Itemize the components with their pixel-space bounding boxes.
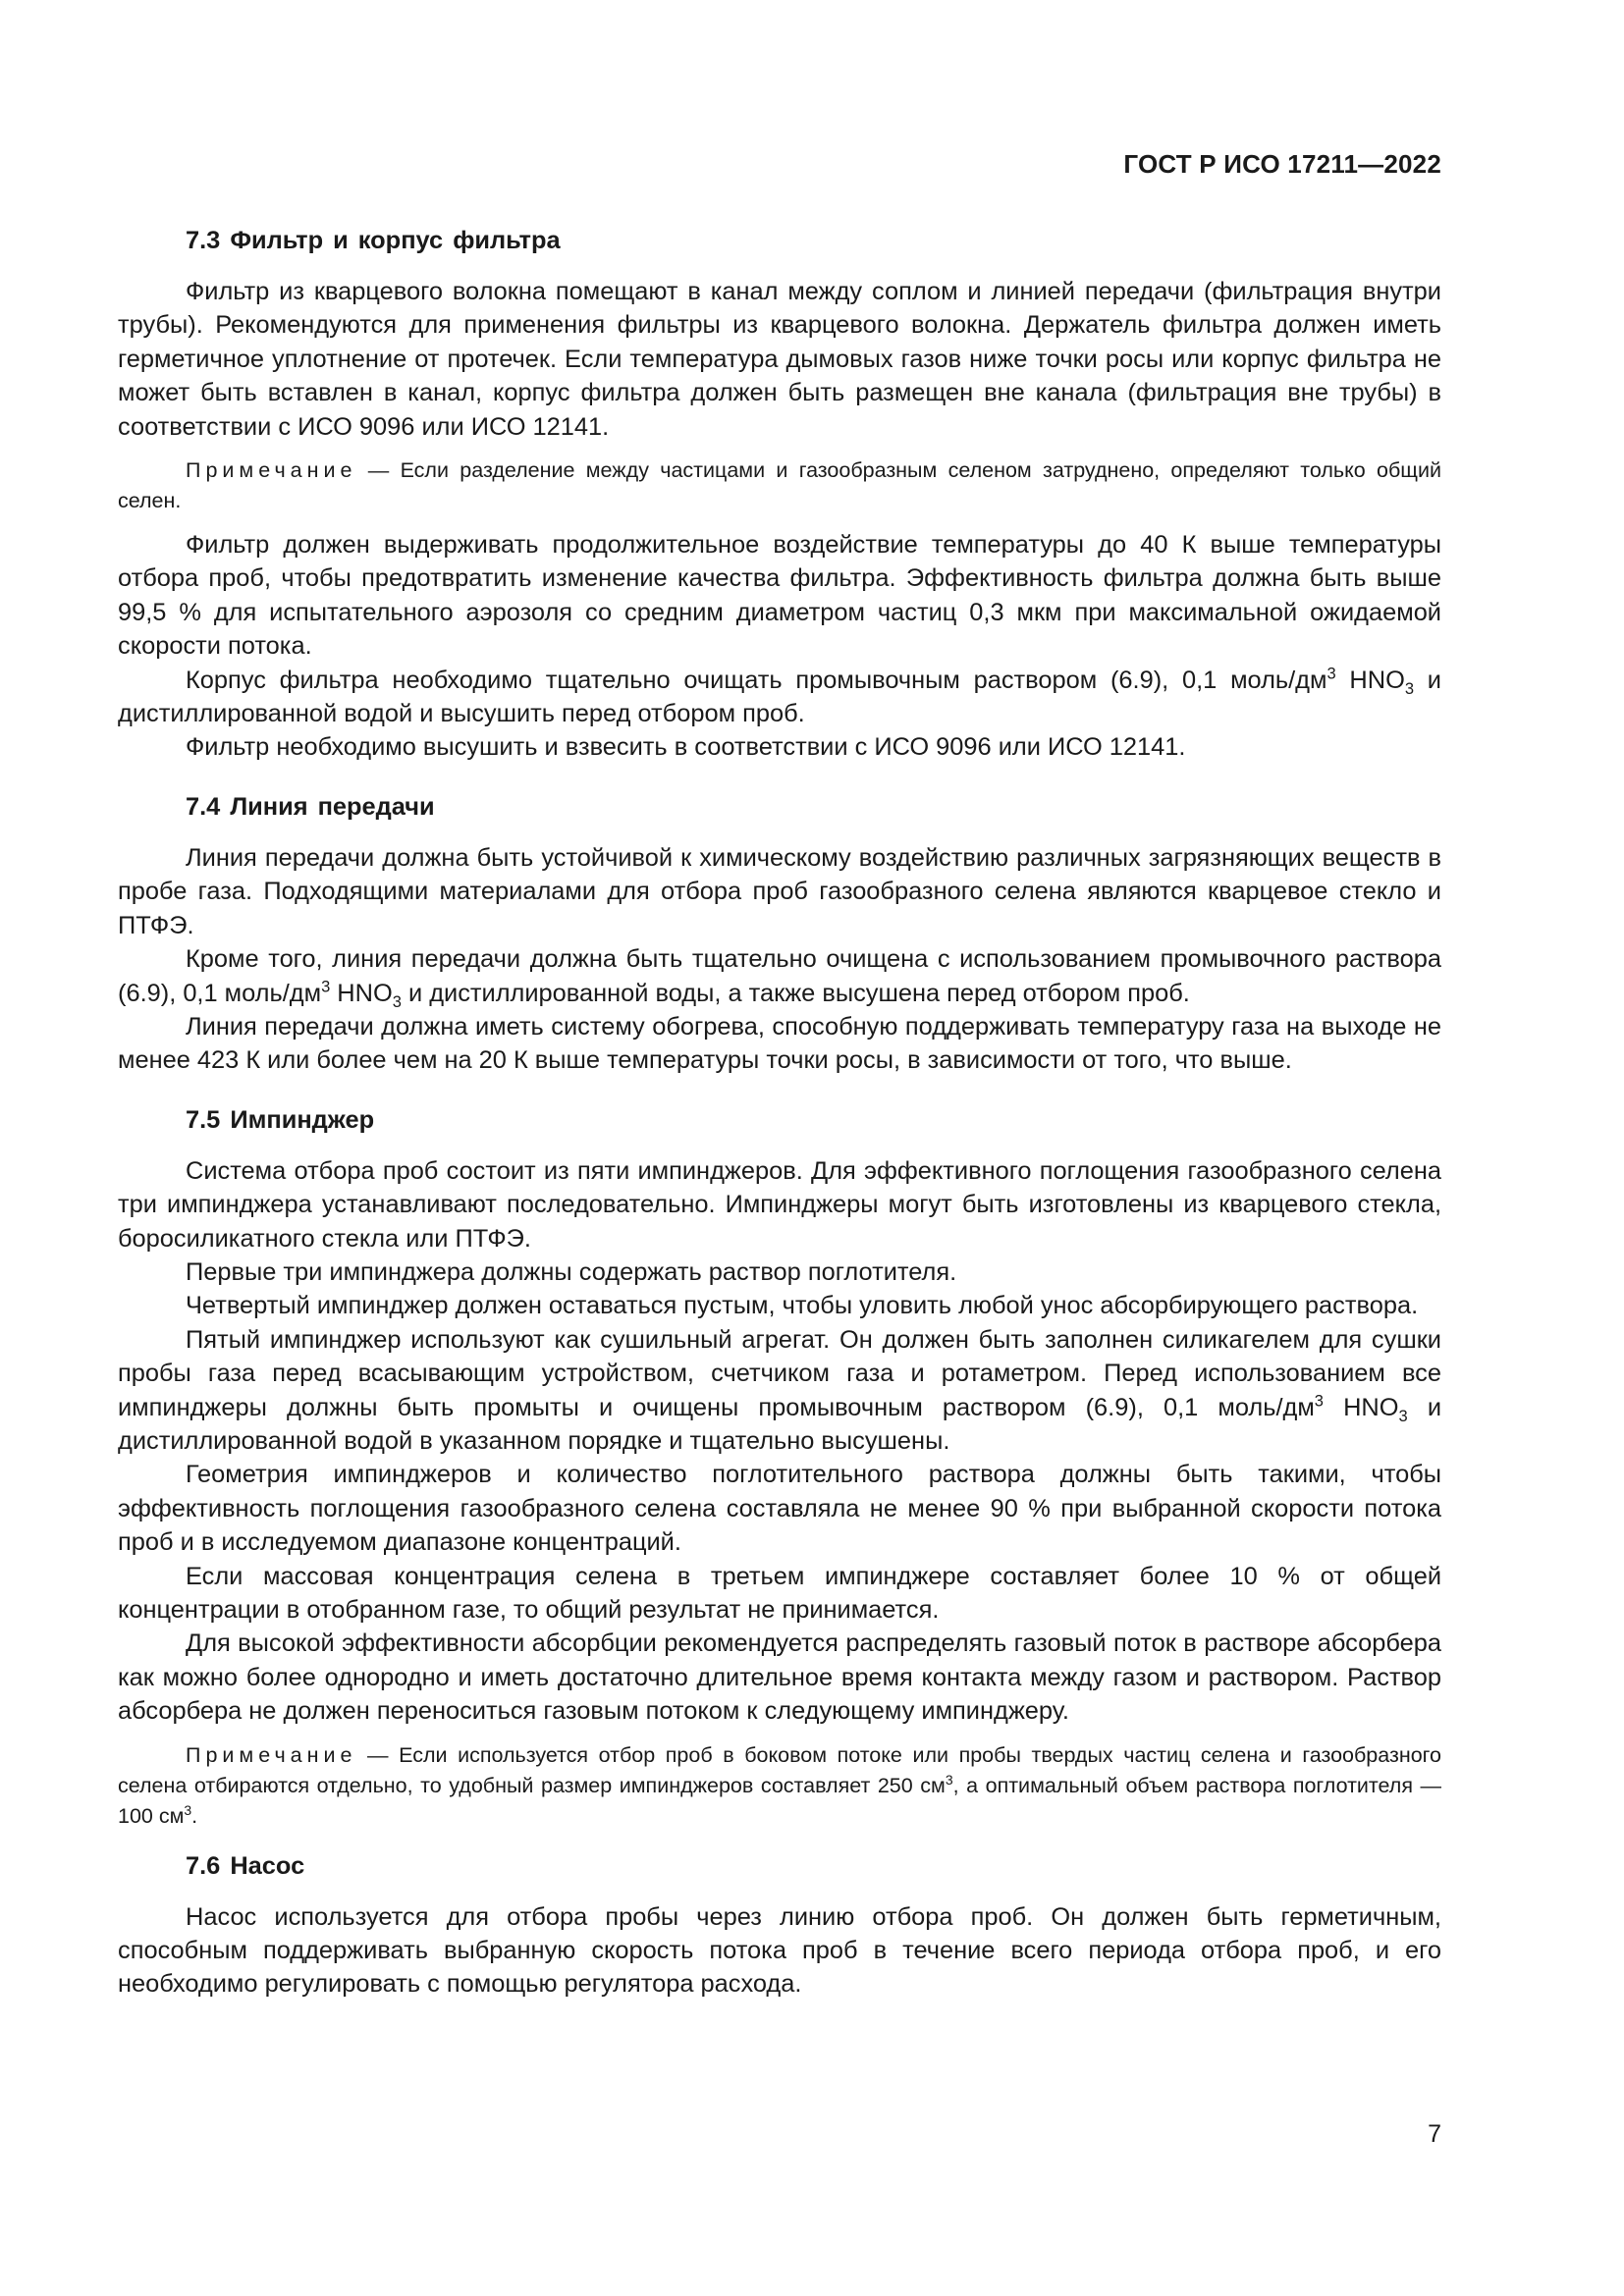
paragraph: Линия передачи должна иметь систему обогрева, способную поддерживать температуру газа на выходе не менее 423 К или более чем на 20 К выше температуры точки росы, в зависимости от того, что выше. [118, 1012, 1441, 1075]
superscript: 3 [321, 978, 331, 996]
superscript: 3 [1314, 1392, 1324, 1411]
paragraph: Система отбора проб состоит из пяти импинджеров. Для эффективного поглощения газообразного селена три импинджера устанавливают последовательно. Импинджеры могут быть изготовлены из кварцевого стекла, боросиликатного стекла или ПТФЭ. [118, 1156, 1441, 1253]
note-text: — Если разделение между частицами и газообразным селеном затруднено, определяют только общий селен. [118, 458, 1441, 513]
text-run: и дистиллированной воды, а также высушена перед отбором проб. [401, 979, 1190, 1007]
note-text: . [191, 1803, 198, 1828]
paragraph: Для высокой эффективности абсорбции рекомендуется распределять газовый поток в растворе абсорбера как можно более однородно и иметь достаточно длительное время контакта между газом и раствором. Раствор абсорбера не должен переноситься газовым потоком к следующему импинджеру. [118, 1629, 1441, 1726]
text-run: Пятый импинджер используют как сушильный агрегат. Он должен быть заполнен силикагелем для сушки пробы газа перед всасывающим устройством, счетчиком газа и ротаметром. Перед использованием все импинджеры должны быть промыты и очищены промывочным раствором (6.9), 0,1 моль/дм [118, 1325, 1441, 1421]
paragraph: Геометрия импинджеров и количество поглотительного раствора должны быть такими, чтобы эффективность поглощения газообразного селена составляла не менее 90 % при выбранной скорости потока проб и в исследуемом диапазоне концентраций. [118, 1461, 1441, 1557]
subscript: 3 [1398, 1407, 1408, 1425]
text-run: HNO [330, 979, 393, 1007]
note-text: , а оптимальный объем раствора поглотителя — 100 см [118, 1773, 1442, 1828]
paragraph: Фильтр необходимо высушить и взвесить в соответствии с ИСО 9096 или ИСО 12141. [186, 733, 1186, 762]
paragraph [118, 942, 1441, 1010]
section-heading-7-5: 7.5 Импинджер [186, 1105, 375, 1134]
paragraph: Фильтр должен выдерживать продолжительное воздействие температуры до 40 К выше температуры отбора проб, чтобы предотвратить изменение качества фильтра. Эффективность фильтра должна быть выше 99,5 % для испытательного аэрозоля со средним диаметром частиц 0,3 мкм при максимальной ожидаемой скорости потока. [118, 531, 1441, 661]
paragraph: Линия передачи должна быть устойчивой к химическому воздействию различных загрязняющих веществ в пробе газа. Подходящими материалами для отбора проб газообразного селена являются кварцевое стекло и ПТФЭ. [118, 843, 1441, 939]
section-heading-7-6: 7.6 Насос [186, 1851, 305, 1880]
paragraph: Первые три импинджера должны содержать раствор поглотителя. [186, 1257, 957, 1286]
paragraph: Насос используется для отбора пробы через линию отбора проб. Он должен быть герметичным, способным поддерживать выбранную скорость потока проб в течение всего периода отбора проб, и его необходимо регулировать с помощью регулятора расхода. [118, 1902, 1441, 1999]
text-run: Кроме того, линия передачи должна быть тщательно очищена с использованием промывочного раствора (6.9), 0,1 моль/дм [118, 945, 1441, 1007]
document-body [118, 224, 1441, 2002]
superscript: 3 [945, 1771, 953, 1788]
note-text: — Если используется отбор проб в боковом потоке или пробы твердых частиц селена и газообразного селена отбираются отдельно, то удобный размер импинджеров составляет 250 см [118, 1742, 1441, 1797]
section-heading-7-3: 7.3 Фильтр и корпус фильтра [186, 227, 561, 254]
superscript: 3 [1326, 665, 1336, 683]
text-run: и дистиллированной водой и высушить перед отбором проб. [118, 666, 1441, 728]
paragraph [118, 1323, 1441, 1459]
text-run: HNO [1323, 1393, 1399, 1421]
paragraph [118, 664, 1441, 731]
text-run: Корпус фильтра необходимо тщательно очищать промывочным раствором (6.9), 0,1 моль/дм [186, 666, 1327, 694]
subscript: 3 [392, 992, 402, 1011]
note [118, 1740, 1441, 1832]
text-run: HNO [1335, 666, 1405, 694]
subscript: 3 [1404, 679, 1415, 698]
superscript: 3 [184, 1801, 192, 1818]
paragraph: Фильтр из кварцевого волокна помещают в канал между соплом и линией передачи (фильтрация внутри трубы). Рекомендуются для применения фильтры из кварцевого волокна. Держатель фильтра должен иметь герметичное уплотнение от протечек. Если температура дымовых газов ниже точки росы или корпус фильтра не может быть вставлен в канал, корпус фильтра должен быть размещен вне канала (фильтрация вне трубы) в соответствии с ИСО 9096 или ИСО 12141. [118, 278, 1441, 441]
note [118, 455, 1441, 516]
note-label: Примечание [186, 1742, 357, 1767]
section-heading-7-4: 7.4 Линия передачи [186, 792, 435, 821]
text-run: и дистиллированной водой в указанном порядке и тщательно высушены. [118, 1393, 1441, 1455]
note-label: Примечание [186, 458, 357, 483]
paragraph: Если массовая концентрация селена в третьем импинджере составляет более 10 % от общей концентрации в отобранном газе, то общий результат не принимается. [118, 1562, 1441, 1624]
paragraph: Четвертый импинджер должен оставаться пустым, чтобы уловить любой унос абсорбирующего раствора. [186, 1292, 1419, 1320]
document-code-header: ГОСТ Р ИСО 17211—2022 [1123, 149, 1441, 179]
page-number: 7 [1428, 2120, 1441, 2148]
